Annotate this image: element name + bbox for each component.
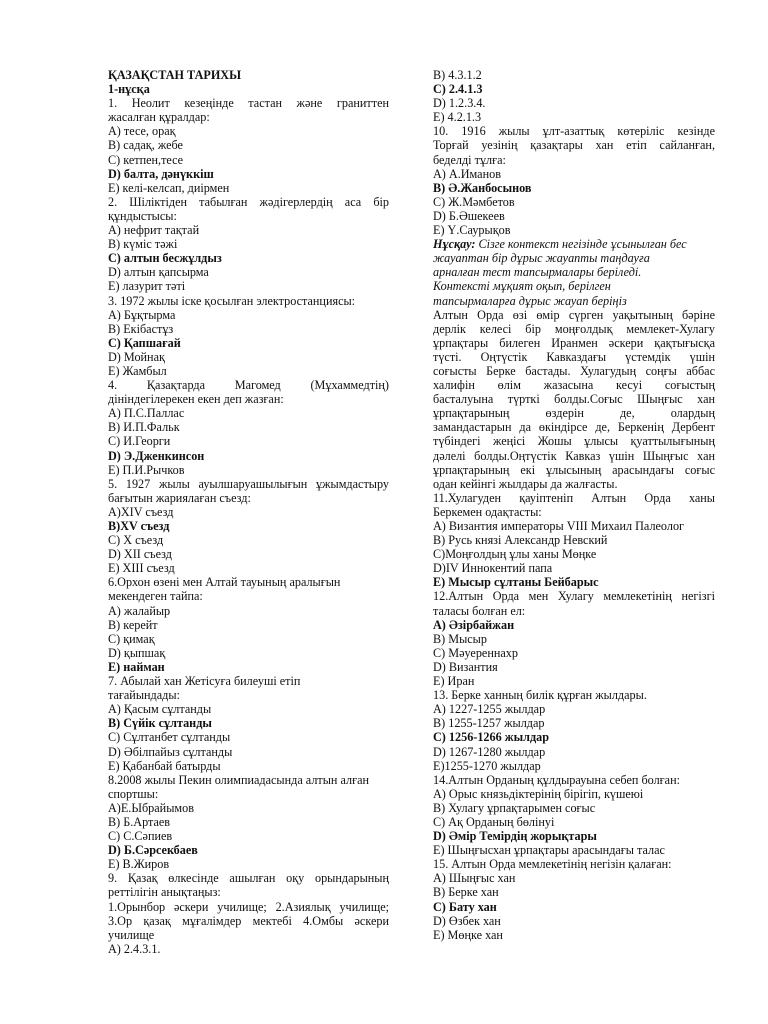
text-line: D) қыпшақ [108,645,166,660]
text-line: D) Әбілпайыз сұлтанды [108,744,233,759]
text-line: В) Сүйік сұлтанды [108,716,212,731]
text-line: халифін өлім жазасына кесуі соғыстың [433,378,715,393]
text-line: С)Моңғолдың ұлы ханы Мөңке [433,547,597,562]
text-line: В) Берке хан [433,885,499,900]
text-line: D) Әмір Темірдің жорықтары [433,829,597,844]
text-line: дінiндегілерекен екен деп жазған: [108,392,284,407]
text-line: жауаптан бір дұрыс жауапты таңдауға [433,251,650,266]
text-line: соғысты Берке бастады. Хулагудың соңғы аббас [433,363,715,378]
text-line: С) С.Сәпиев [108,829,173,844]
text-line: замандастарын да өкіндірсе де, Беркенің Дербент [433,420,715,435]
text-line: 14.Алтын Орданың құлдырауына себеп болған: [433,772,680,787]
right-column [433,68,715,942]
text-line: В) Б.Артаев [108,814,171,829]
text-line: А) нефрит тақтай [108,223,200,238]
text-line: С) Ж.Мәмбетов [433,194,515,209]
text-line: В) Екібастұз [108,321,174,336]
text-line: D)IV Иннокентий папа [433,561,553,576]
text-line: В) И.П.Фальк [108,420,180,435]
text-line: Е) Мысыр сұлтаны Бейбарыс [433,575,599,590]
text-line: одан кейінгі жылдары да жалғасты. [433,476,618,491]
text-line: ұрпақтарының екі ұлысының арасындағы соғыс [433,462,715,477]
text-line: 5. 1927 жылы ауылшаруашылығын ұжымдастыру [108,476,389,491]
text-line: Е) 4.2.1.3 [433,110,482,125]
text-line: В) садақ, жебе [108,138,183,153]
text-line: арналған тест тапсырмалары беріледі. [433,265,642,280]
text-line: Е) Қабанбай батырды [108,758,221,773]
text-line: Е) В.Жиров [108,857,170,872]
text-line: 9. Қазақ өлкесінде ашылған оқу орындарының [108,871,389,886]
text-line: 1.Орынбор әскери училище; 2.Азиялық училище; [108,899,389,914]
text-line: 2. Шіліктіден табылған жәдігерлердің аса бір [108,194,389,209]
text-line: С) Ақ Орданың бөлінуі [433,814,555,829]
text-line: түбіндегі жеңісі Жошы ұлысы қуаттылығының [433,434,715,449]
text-line: 3.Ор қазақ мұғалімдер мектебі 4.Омбы әскери [108,913,389,928]
text-line: D) Мойнақ [108,349,165,364]
text-line: құндыстысы: [108,208,177,223]
text-line: С) Мәуереннахр [433,645,518,660]
text-line: С) 2.4.1.3 [433,82,483,97]
text-line: 6.Орхон өзені мен Алтай тауының аралығын [108,575,341,590]
text-line: түсті. Оңтүстік Кавказдағы үстемдік үшін [433,349,715,364]
text-line: А) Бұқтырма [108,307,176,322]
text-line: В) 4.3.1.2 [433,68,482,82]
text-line: А) П.С.Паллас [108,406,185,421]
text-line: А) Әзірбайжан [433,617,515,632]
text-line: Е)1255-1270 жылдар [433,758,541,773]
text-line: D) 1.2.3.4. [433,96,486,111]
text-line: А) Қасым сұлтанды [108,702,212,717]
text-line: басталуына түрткі болды.Соғыс Шыңғыс хан [433,392,715,407]
text-line: В)XV съезд [108,519,170,533]
text-line: 12.Алтын Орда мен Хулагу мемлекетінің негізгі [433,589,715,604]
text-line: Е) Мөңке хан [433,927,503,942]
text-line: А) А.Иманов [433,166,501,181]
text-line: D) Б.Сәрсекбаев [108,843,198,858]
text-line: D) Э.Дженкинсон [108,448,205,463]
text-line: С) кетпен,тесе [108,152,184,167]
text-line: Е) келі-келсап, диірмен [108,180,230,195]
text-line: В) Хулагу ұрпақтарымен соғыс [433,800,596,815]
text-line: D) Өзбек хан [433,913,501,928]
left-column [108,68,389,956]
text-line: спортшы: [108,786,159,801]
text-line: D) балта, дәнүккіш [108,166,214,181]
text-line: мекендеген тайпа: [108,589,203,604]
text-line: С) алтын бесжұлдыз [108,251,222,266]
text-line: 8.2008 жылы Пекин олимпиадасында алтын алған [108,772,370,787]
text-line: А) 2.4.3.1. [108,941,161,956]
text-line: С) қимақ [108,631,155,646]
text-line: D) алтын қапсырма [108,265,209,280]
text-line: Е) Ү.Саурықов [433,223,511,238]
text-line: В) күміс тәжі [108,237,178,252]
text-line: бағытын жариялаған съезд: [108,490,251,505]
text-line: 7. Абылай хан Жетісуға билеуші етіп [108,674,301,689]
text-line: 10. 1916 жылы ұлт-азаттық көтеріліс кезінде [433,124,715,139]
text-line: Е) Жамбыл [108,363,167,378]
text-line: С) X съезд [108,533,164,548]
text-line: 4. Қазақтарда Магомед (Мұхаммедтің) [108,378,389,393]
text-line: D) Византия [433,659,498,674]
text-line: беделді тұлға: [433,152,506,167]
text-line: Е) Шыңғысхан ұрпақтары арасындағы талас [433,843,665,858]
text-line: А) Византия императоры VIII Михаил Палеолог [433,519,685,533]
text-line: 3. 1972 жылы іске қосылған электростанциясы: [108,293,356,308]
text-line: В) Ә.Жанбосынов [433,180,532,195]
text-line: В) керейт [108,617,158,632]
text-line: В) 1255-1257 жылдар [433,716,545,731]
text-line: 15. Алтын Орда мемлекетінің негізін қалаған: [433,857,672,872]
text-line: А)XIV съезд [108,504,174,519]
text-line: Е) найман [108,659,165,674]
text-line [433,237,715,251]
text-line: А)Е.Ыбрайымов [108,800,194,815]
text-line: D) 1267-1280 жылдар [433,744,546,759]
text-line: жасалған құралдар: [108,110,210,125]
text-line: 13. Берке ханның билік құрған жылдары. [433,688,647,703]
text-line: ұрпақтары билеген Иранмен әскери қақтығысқа [433,335,715,350]
text-line: С) 1256-1266 жылдар [433,730,549,745]
text-line: Торғай уезінің қазақтары хан етіп сайланған, [433,138,715,153]
text-line: таласы болған ел: [433,603,526,618]
text-line: А) тесе, орақ [108,124,176,139]
text-line: А) Орыс князьдіктерінің бірігіп, күшеюі [433,786,644,801]
text-line: С) Қапшағай [108,335,181,350]
text-line: D) Б.Әшекеев [433,208,505,223]
text-line: Беркемен одақтасты: [433,504,542,519]
text-line: дәлелі болды.Оңтүстік Кавказ үшін Шыңғыс хан [433,448,715,463]
text-line: 1. Неолит кезеңінде тастан және граниттен [108,96,389,111]
text-line: тағайындады: [108,688,180,703]
text-line: А) Шыңғыс хан [433,871,516,886]
text-line: ұрпақтарының өздерін де, олардың [433,406,715,421]
text-line: В) Русь князі Александр Невский [433,533,608,548]
text-line: А) 1227-1255 жылдар [433,702,546,717]
text-line: реттілігін анықтаңыз: [108,885,221,900]
text-line: Е) лазурит тәті [108,279,186,294]
text-line: Е) Иран [433,674,475,689]
text-line: училище [108,927,155,942]
text-line: Е) XIII съезд [108,561,175,576]
text-line: Алтын Орда өзі өмір сүрген уақытының бәріне [433,307,715,322]
text-line: дерлік келесі бір моңғолдық мемлекет-Хулагу [433,321,715,336]
text-line: В) Мысыр [433,631,487,646]
instruction-text: Сізге контекст негізінде ұсынылған бес [475,237,687,252]
text-line: 11.Хулагуден қауіптеніп Алтын Орда ханы [433,490,715,505]
text-line: С) Сұлтанбет сұлтанды [108,730,231,745]
text-line: D) XII съезд [108,547,172,562]
text-line: А) жалайыр [108,603,171,618]
text-line: С) И.Георги [108,434,171,449]
text-line: Контекстi мұқият оқып, берілген [433,279,611,294]
text-line: Е) П.И.Рычков [108,462,185,477]
text-line: С) Бату хан [433,899,497,914]
text-line: 1-нұсқа [108,82,150,97]
text-line: ҚАЗАҚСТАН ТАРИХЫ [108,68,242,82]
instruction-label: Нұсқау: [433,237,476,252]
text-line: тапсырмаларға дұрыс жауап беріңіз [433,293,627,308]
